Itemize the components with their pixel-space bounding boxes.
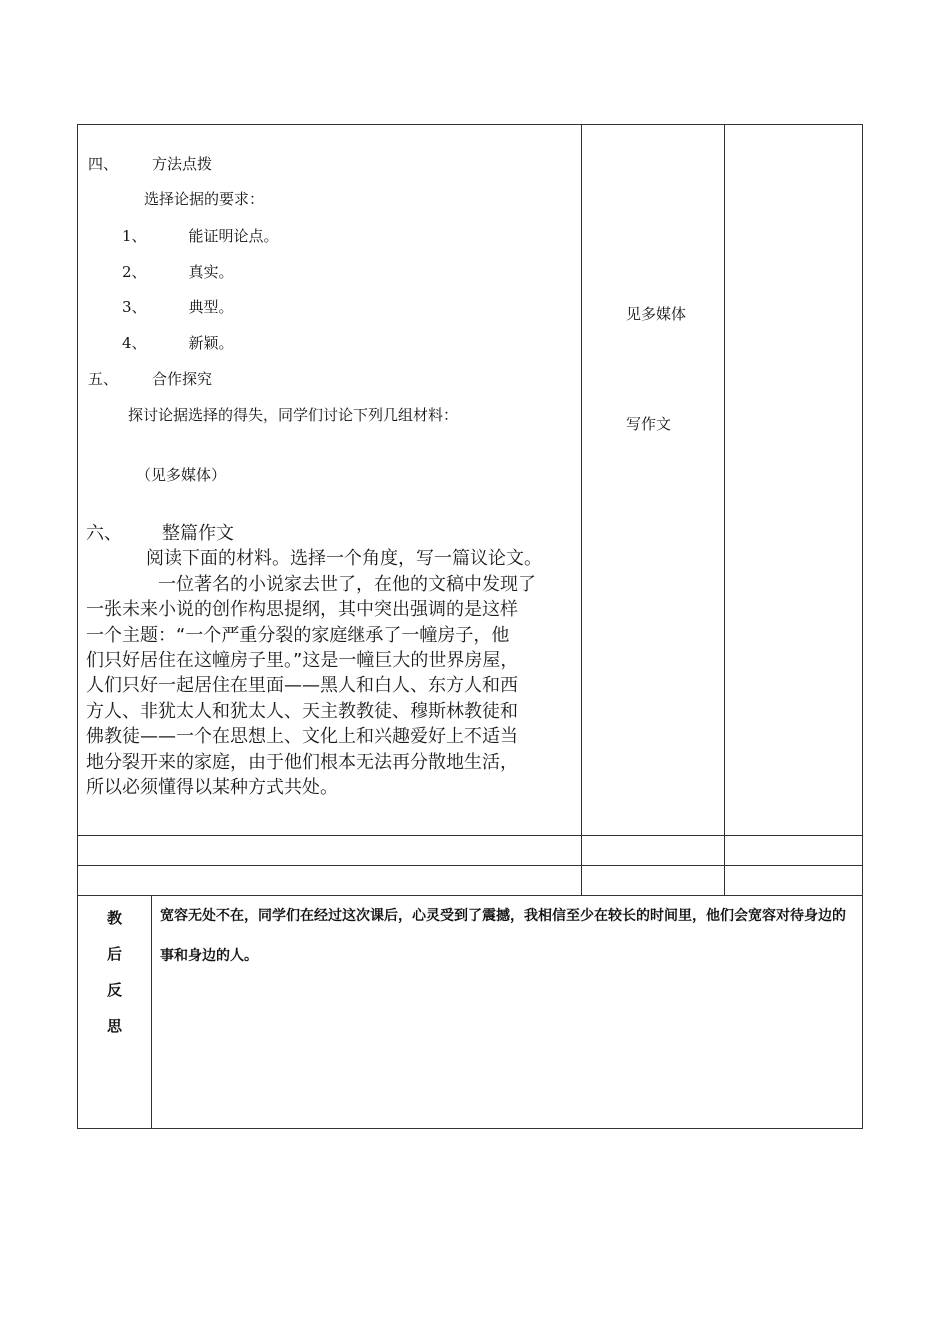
section-five-intro: 探讨论据选择的得失，同学们讨论下列几组材料： xyxy=(128,406,459,424)
essay-line: 一张未来小说的创作构思提纲，其中突出强调的是这样 xyxy=(86,599,518,621)
essay-line: 一位著名的小说家去世了，在他的文稿中发现了 xyxy=(158,573,536,595)
essay-line: 佛教徒——一个在思想上、文化上和兴趣爱好上不适当 xyxy=(86,726,518,748)
section-title: 方法点拨 xyxy=(152,155,213,173)
media-column-cell xyxy=(582,125,725,836)
essay-material-block xyxy=(86,521,576,800)
media-note: 见多媒体 xyxy=(626,305,687,323)
requirement-item xyxy=(122,263,234,281)
essay-line: 阅读下面的材料。选择一个角度，写一篇议论文。 xyxy=(146,548,542,570)
essay-line: 方人、非犹太人和犹太人、天主教教徒、穆斯林教徒和 xyxy=(86,700,518,722)
section-five-note: （见多媒体） xyxy=(136,466,227,484)
reflection-row xyxy=(78,896,863,1129)
label-char: 反 xyxy=(106,981,122,999)
blank-cell xyxy=(725,866,863,896)
label-char: 后 xyxy=(106,945,122,963)
reflection-label xyxy=(78,896,152,1129)
content-row xyxy=(78,125,863,836)
section-five-heading xyxy=(88,370,212,388)
section-six-heading xyxy=(86,521,576,546)
blank-cell xyxy=(78,836,582,866)
label-char: 思 xyxy=(106,1017,122,1035)
section-number: 五、 xyxy=(88,370,119,388)
requirement-number: 2、 xyxy=(122,263,147,281)
main-content-cell xyxy=(78,125,582,836)
reflection-text: 宽容无处不在，同学们在经过这次课后，心灵受到了震撼，我相信至少在较长的时间里，他们会宽容对待身边的事和身边的人。 xyxy=(152,896,863,1129)
label-char: 教 xyxy=(106,909,122,927)
section-four-intro: 选择论据的要求： xyxy=(144,190,265,208)
requirement-text: 新颖。 xyxy=(188,334,234,352)
blank-cell xyxy=(78,866,582,896)
requirement-number: 4、 xyxy=(122,334,147,352)
requirement-item xyxy=(122,227,279,245)
requirement-text: 真实。 xyxy=(188,263,234,281)
essay-line: 一个主题：“一个严重分裂的家庭继承了一幢房子，他 xyxy=(86,624,510,646)
write-note: 写作文 xyxy=(626,415,672,433)
lesson-plan-table xyxy=(77,124,863,1129)
requirement-item xyxy=(122,298,234,316)
essay-line: 们只好居住在这幢房子里。”这是一幢巨大的世界房屋， xyxy=(86,650,519,672)
essay-line: 地分裂开来的家庭，由于他们根本无法再分散地生活， xyxy=(86,751,518,773)
blank-row xyxy=(78,836,863,866)
blank-cell xyxy=(725,836,863,866)
section-number: 四、 xyxy=(88,155,119,173)
blank-cell xyxy=(582,836,725,866)
section-four-heading xyxy=(88,155,212,173)
requirement-item xyxy=(122,334,234,352)
empty-column-cell xyxy=(725,125,863,836)
blank-row xyxy=(78,866,863,896)
requirement-text: 典型。 xyxy=(188,298,234,316)
requirement-number: 1、 xyxy=(122,227,147,245)
requirement-text: 能证明论点。 xyxy=(188,227,279,245)
section-title: 整篇作文 xyxy=(162,523,234,544)
blank-cell xyxy=(582,866,725,896)
section-number: 六、 xyxy=(86,523,122,544)
essay-line: 人们只好一起居住在里面——黑人和白人、东方人和西 xyxy=(86,675,518,697)
requirement-number: 3、 xyxy=(122,298,147,316)
essay-line: 所以必须懂得以某种方式共处。 xyxy=(86,777,338,799)
section-title: 合作探究 xyxy=(152,370,213,388)
